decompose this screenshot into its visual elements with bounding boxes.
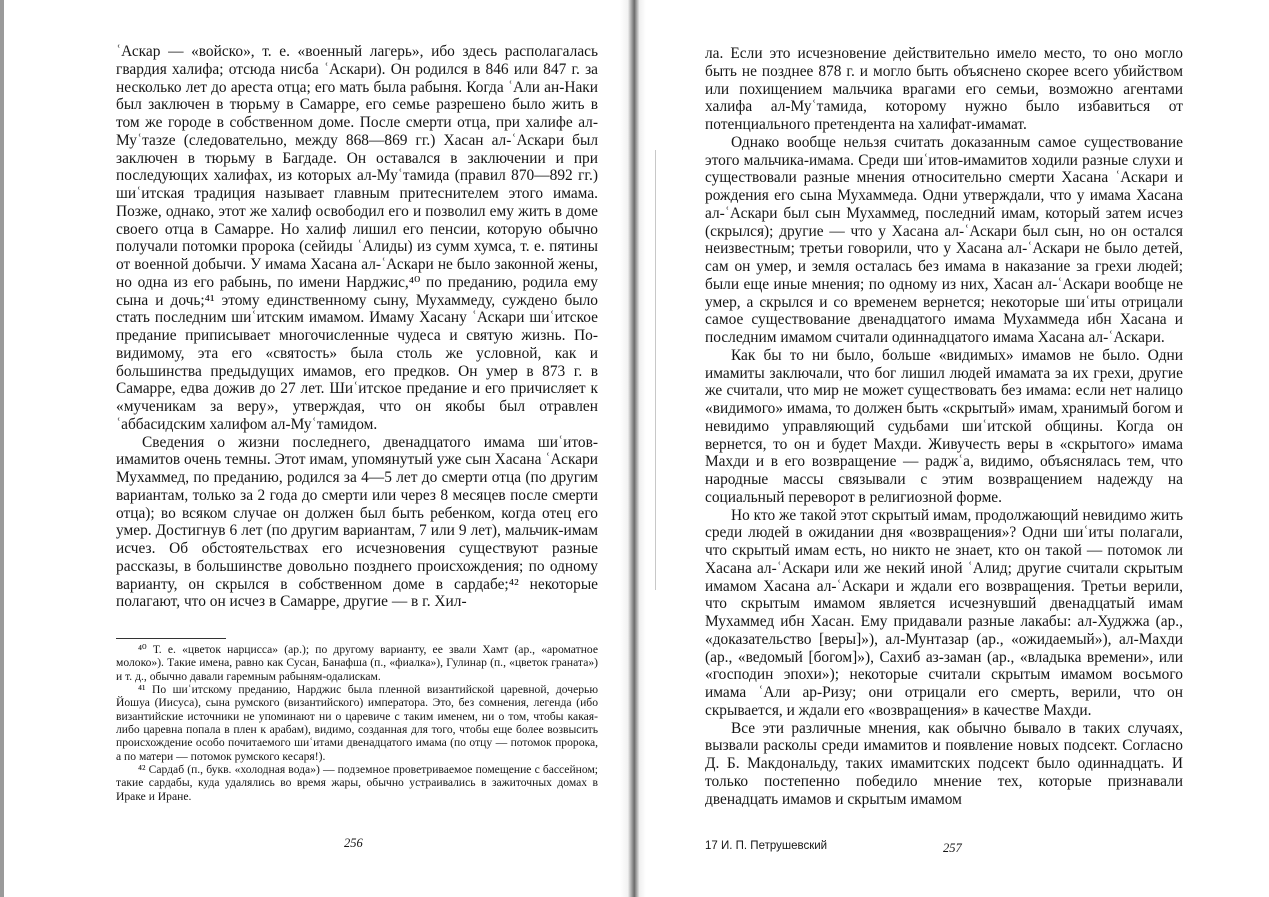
paragraph: Но кто же такой этот скрытый имам, продолжающий невидимо жить среди людей в ожидании дня «возвращения»? Одни шиʿиты полагали, что скрытый имам есть, но никто не знает, кто он такой — потомок ли Хасана ал-ʿАскари или же некий иной ʿАлид; другие считали скрытым имамом Хасана ал-ʿАскари и ждали его возвращения. Третьи верили, что скрытым имамом является исчезнувший двенадцатый имам Мухаммед ибн Хасан. Ему придавали разные лакабы: ал-Худжжа (ар., «доказательство [веры]»), ал-Мунтазар (ар., «ожидаемый»), ал-Махди (ар., «ведомый [богом]»), Сахиб аз-заман (ар., «владыка времени», или «господин эпохи»); некоторые считали скрытым имамом восьмого имама ʿАли ар-Ризу; они отрицали его смерть, верили, что он скрывается, и ждали его «возвращения» в качестве Махди. <box>705 506 1184 719</box>
footnotes <box>116 643 598 803</box>
page-edge-shadow <box>0 0 4 897</box>
footnote-40: ⁴⁰ Т. е. «цветок нарцисса» (ар.); по другому варианту, ее звали Хамт (ар., «ароматное молоко»). Такие имена, равно как Сусан, Банафша (п., «фиалка»), Гулинар (п., «цветок граната») и т. д., обычно давали гаремным рабыням-одалискам. <box>116 643 598 683</box>
printer-signature: 17 И. П. Петрушевский <box>705 840 828 852</box>
footnote-separator <box>116 638 226 639</box>
page-number-left: 256 <box>344 836 363 850</box>
paragraph: Как бы то ни было, больше «видимых» имамов не было. Одни имамиты заключали, что бог лишил людей имамата за их грехи, другие же считали, что мир не может существовать без имама: если нет налицо «видимого» имама, то должен быть «скрытый» имам, хранимый богом и невидимо управляющий судьбами шиʿитской общины. Когда он вернется, то он и будет Махди. Живучесть веры в «скрытого» имама Махди и в его возвращение — раджʿа, видимо, объяснялась тем, что народные массы связывали с этим возвращением надежду на социальный переворот в религиозной форме. <box>705 346 1183 506</box>
paragraph: Сведения о жизни последнего, двенадцатого имама шиʿитов-имамитов очень темны. Этот имам, упомянутый уже сын Хасана ʿАскари Мухаммед, по преданию, родился за 4—5 лет до смерти отца (по другим вариантам, только за 2 года до смерти или через 8 месяцев после смерти отца); во всяком случае он должен был быть ребенком, когда отец его умер. Достигнув 6 лет (по другим вариантам, 7 или 9 лет), мальчик-имам исчез. Об обстоятельствах его исчезновения существуют разные рассказы, в большинстве довольно позднего происхождения; по одному варианту, он скрылся в собственном доме в сардабе;⁴² некоторые полагают, что он исчез в Самарре, другие — в г. Хил- <box>116 433 598 611</box>
paragraph: Однако вообще нельзя считать доказанным самое существование этого мальчика-имама. Среди шиʿитов-имамитов ходили разные слухи и существовали разные мнения относительно смерти Хасана ʿАскари и рождения его сына Мухаммеда. Одни утверждали, что у имама Хасана ал-ʿАскари был сын Мухаммед, последний имам, который затем исчез (скрылся); другие — что у Хасана ал-ʿАскари был сын, но он остался неизвестным; третьи говорили, что у Хасана ал-ʿАскари не было детей, сам он умер, и земля осталась без имама в наказание за грехи людей; были еще иные мнения; по одному из них, Хасан ал-ʿАскари вообще не умер, а скрылся и со временем вернется; некоторые шиʿиты отрицали самое существование двенадцатого имама Мухаммеда ибн Хасана и последним имамом считали одиннадцатого имама Хасана ал-ʿАскари. <box>705 133 1183 346</box>
left-text-column <box>116 43 598 611</box>
page-number-right: 257 <box>943 841 962 855</box>
right-text-column <box>705 45 1183 808</box>
footnote-42: ⁴² Сардаб (п., букв. «холодная вода») — подземное проветриваемое помещение с бассейном; такие сардабы, куда удалялись во время жары, обычно устраивались в зажиточных домах в Ираке и Иране. <box>116 763 598 803</box>
paragraph: ла. Если это исчезновение действительно имело место, то оно могло быть не позднее 878 г. и могло быть объяснено скорее всего убийством или похищением мальчика врагами его семьи, возможно агентами халифа ал-Муʿтамида, которому нужно было избавиться от потенциального претендента на халифат-имамат. <box>705 45 1183 133</box>
book-gutter <box>620 0 646 897</box>
gutter-artifact <box>655 150 660 590</box>
footnote-41: ⁴¹ По шиʿитскому преданию, Нарджис была пленной византийской царевной, дочерью Йошуа (Иисуса), сына румского (византийского) императора. Это, без сомнения, легенда (ибо византийские источники не упоминают ни о царевиче с таким именем, ни о том, чтобы какая-либо царевна попала в плен к арабам), видимо, созданная для того, чтобы еще более возвысить происхождение особо почитаемого шиʿитами двенадцатого имама (по отцу — потомок пророка, а по матери — потомок румского кесаря!). <box>116 683 598 763</box>
paragraph: Все эти различные мнения, как обычно бывало в таких случаях, вызвали расколы среди имамитов и появление новых подсект. Согласно Д. Б. Макдональду, таких имамитских подсект было одиннадцать. И только постепенно победило мнение тех, которые признавали двенадцать имамов и скрытым имамом <box>705 719 1183 808</box>
paragraph: ʿАскар — «войско», т. е. «военный лагерь», ибо здесь располагалась гвардия халифа; отсюда нисба ʿАскари). Он родился в 846 или 847 г. за несколько лет до ареста отца; его мать была рабыня. Когда ʿАли ан-Наки был заключен в тюрьму в Самарре, его семье разрешено было жить в том же городе в собственном доме. После смерти отца, при халифе ал-Муʿтазze (следовательно, между 868—869 гг.) Хасан ал-ʿАскари был заключен в тюрьму в Багдаде. Он оставался в заключении и при последующих халифах, из которых ал-Муʿтамида (правил 870—892 гг.) шиʿитская традиция называет главным притеснителем этого имама. Позже, однако, этот же халиф освободил его и позволил ему жить в доме своего отца в Самарре. Но халиф лишил его пенсии, которую обычно получали потомки пророка (сейиды ʿАлиды) из сумм хумса, т. е. пятины от военной добычи. У имама Хасана ал-ʿАскари не было законной жены, но одна из его рабынь, по имени Нарджис,⁴⁰ по преданию, родила ему сына и дочь;⁴¹ этому единственному сыну, Мухаммеду, суждено было стать последним шиʿитским имамом. Имаму Хасану ʿАскари шиʿитское предание приписывает многочисленные чудеса и святую жизнь. По-видимому, эта его «святость» была столь же условной, как и большинства предыдущих имамов, его предков. Он умер в 873 г. в Самарре, едва дожив до 27 лет. Шиʿитское предание и его причисляет к «мученикам за веру», утверждая, что он якобы был отравлен ʿаббасидским халифом ал-Муʿтамидом. <box>116 43 598 433</box>
